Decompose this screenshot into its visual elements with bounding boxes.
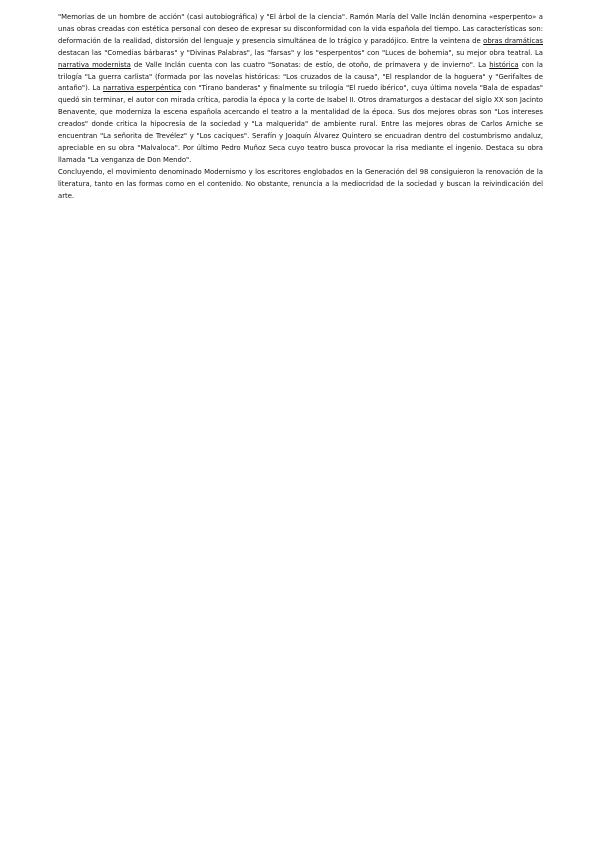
underlined-term-obras-dramaticas: obras dramáticas (483, 36, 543, 45)
text-segment: "Memorias de un hombre de acción" (casi autobiográfica) y "El árbol de la ciencia". Ramón María del Valle Inclán denomina «esperpento» a unas obras creadas con estética personal con deseo de expresar su disconformidad con la vida española del tiempo. Las características son: deformación de la realidad, distorsión del lenguaje y presencia simultánea de lo trágico y paradójico. Entre la veintena de (58, 13, 543, 45)
underlined-term-historica: histórica (489, 60, 519, 69)
paragraph-literature-authors (58, 12, 543, 167)
underlined-term-narrativa-modernista: narrativa modernista (58, 60, 131, 69)
text-segment: de Valle Inclán cuenta con las cuatro "Sonatas: de estío, de otoño, de primavera y de invierno". La (130, 60, 490, 69)
text-segment: Concluyendo, el movimiento denominado Modernismo y los escritores englobados en la Generación del 98 consiguieron la renovación de la literatura, tanto en las formas como en el contenido. No obstante, renuncia a la mediocridad de la sociedad y buscan la reivindicación del arte. (58, 167, 543, 200)
paragraph-conclusion (58, 167, 543, 203)
document-page (58, 12, 543, 203)
text-segment: con la trilogía "La guerra carlista" (formada por las novelas históricas: "Los cruzados de la causa", "El resplandor de la hoguera" y "Gerifaltes de antaño"). La (58, 60, 544, 93)
text-segment: con "Tirano banderas" y finalmente su trilogía "El ruedo ibérico", cuya última novela "Bala de espadas" quedó sin terminar, el autor con mirada crítica, parodia la época y la corte de Isabel II. Otros dramaturgos a destacar del siglo XX son Jacinto Benavente, que moderniza la escena española acercando el teatro a la mentalidad de la época. Sus dos mejores obras son "Los intereses creados" donde critica la hipocresía de la sociedad y "La malquerida" de ambiente rural. Entre las mejores obras de Carlos Arniche se encuentran "La señorita de Trevélez" y "Los caciques". Serafín y Joaquín Álvarez Quintero se encuadran dentro del costumbrismo andaluz, apreciable en su obra "Malvaloca". Por último Pedro Muñoz Seca cuyo teatro busca provocar la risa mediante el ingenio. Destaca su obra llamada "La venganza de Don Mendo". (58, 84, 543, 164)
underlined-term-narrativa-esperpentica: narrativa esperpéntica (102, 84, 182, 93)
text-segment: destacan las "Comedias bárbaras" y "Divinas Palabras", las "farsas" y los "esperpentos" con "Luces de bohemia", su mejor obra teatral. La (58, 48, 543, 57)
